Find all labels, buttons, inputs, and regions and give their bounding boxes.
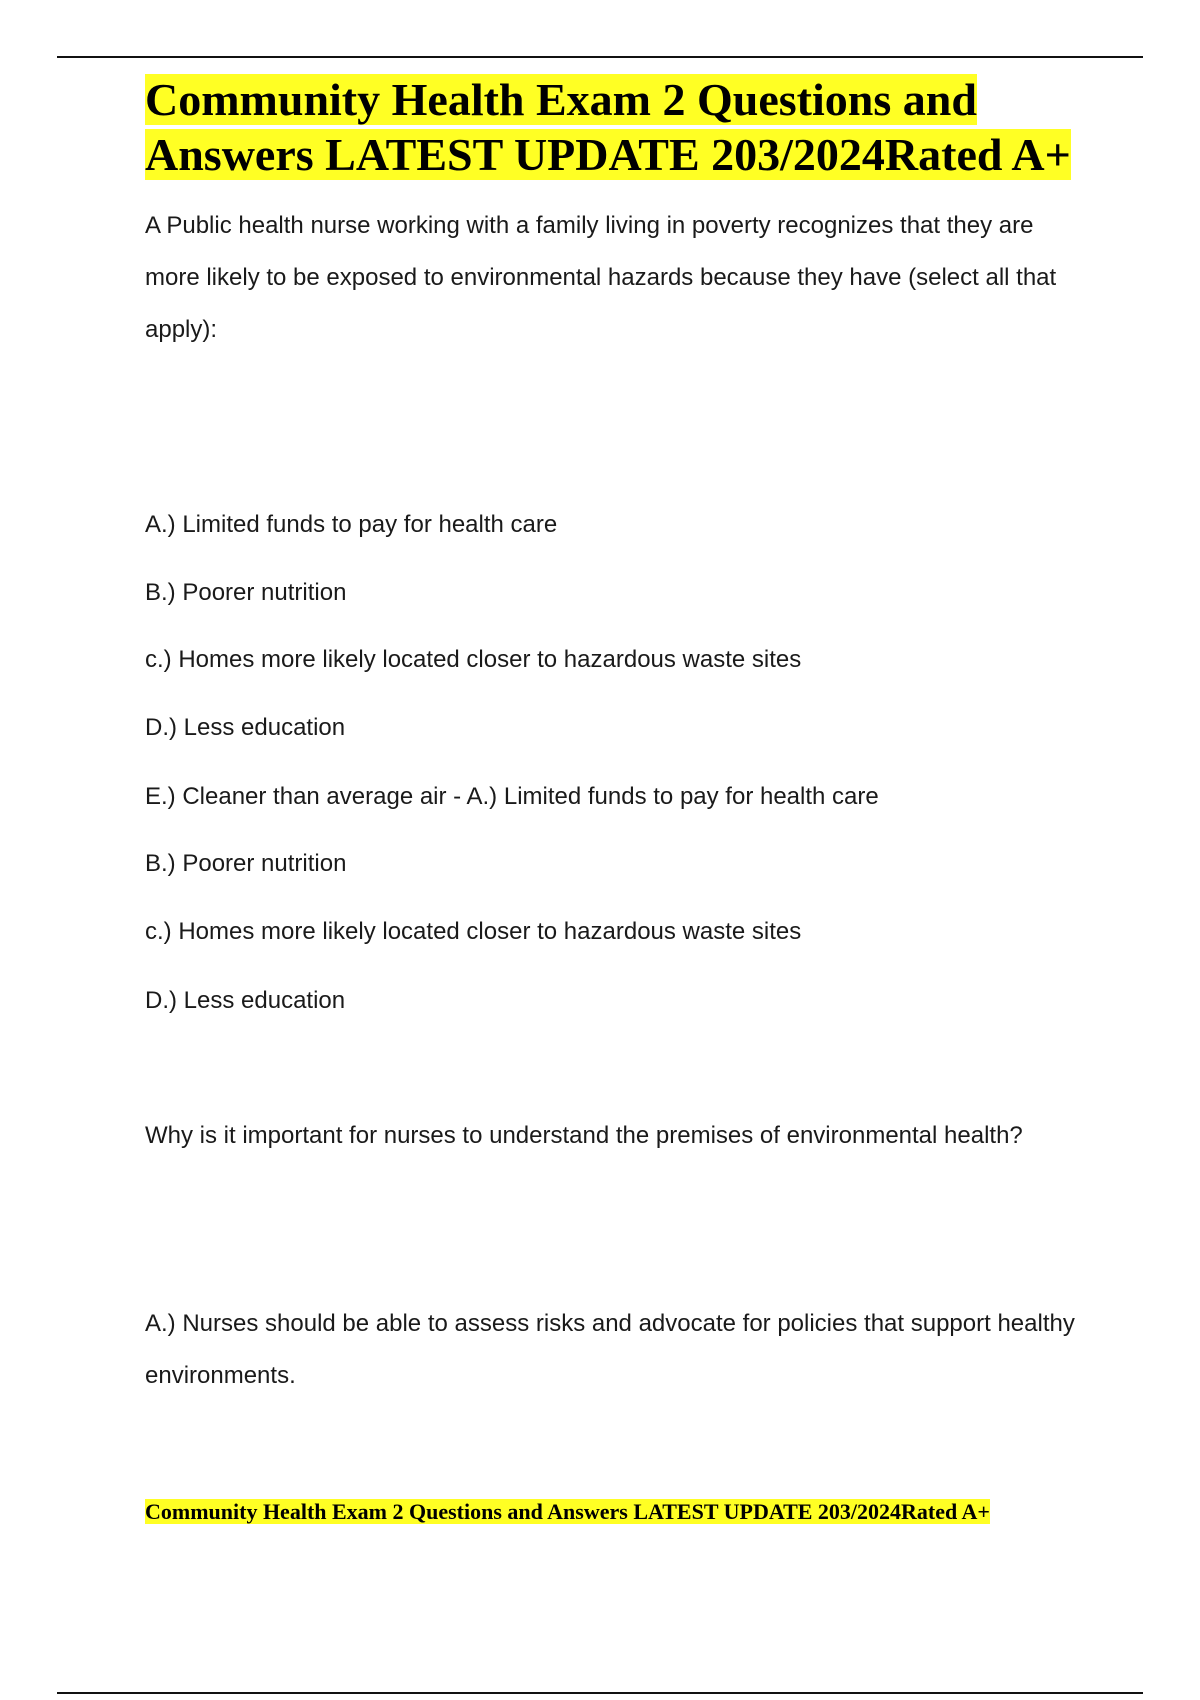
- document-body: [145, 72, 1085, 356]
- title-highlight: Community Health Exam 2 Questions and Answers LATEST UPDATE 203/2024Rated A+: [145, 74, 1071, 180]
- footer-title: [145, 1496, 990, 1528]
- question-1-option: D.) Less education: [145, 714, 346, 741]
- question-1-option: c.) Homes more likely located closer to hazardous waste sites: [145, 646, 802, 673]
- top-rule: [57, 56, 1143, 58]
- question-1-option: A.) Limited funds to pay for health care: [145, 511, 558, 538]
- document-title: [145, 72, 1085, 182]
- question-2-answer: A.) Nurses should be able to assess risks and advocate for policies that support healthy environments.: [145, 1310, 1075, 1389]
- question-2-text: Why is it important for nurses to understand the premises of environmental health?: [145, 1122, 1023, 1149]
- question-1-option: c.) Homes more likely located closer to hazardous waste sites: [145, 918, 802, 945]
- bottom-rule: [57, 1692, 1143, 1694]
- footer-title-highlight: Community Health Exam 2 Questions and Answers LATEST UPDATE 203/2024Rated A+: [145, 1499, 990, 1524]
- question-1-option: E.) Cleaner than average air - A.) Limited funds to pay for health care: [145, 783, 879, 810]
- question-1-option: D.) Less education: [145, 987, 346, 1014]
- question-1-option: B.) Poorer nutrition: [145, 579, 347, 606]
- question-1-option: B.) Poorer nutrition: [145, 850, 347, 877]
- question-1-text: A Public health nurse working with a family living in poverty recognizes that they are more likely to be exposed to environmental hazards because they have (select all that apply):: [145, 212, 1057, 343]
